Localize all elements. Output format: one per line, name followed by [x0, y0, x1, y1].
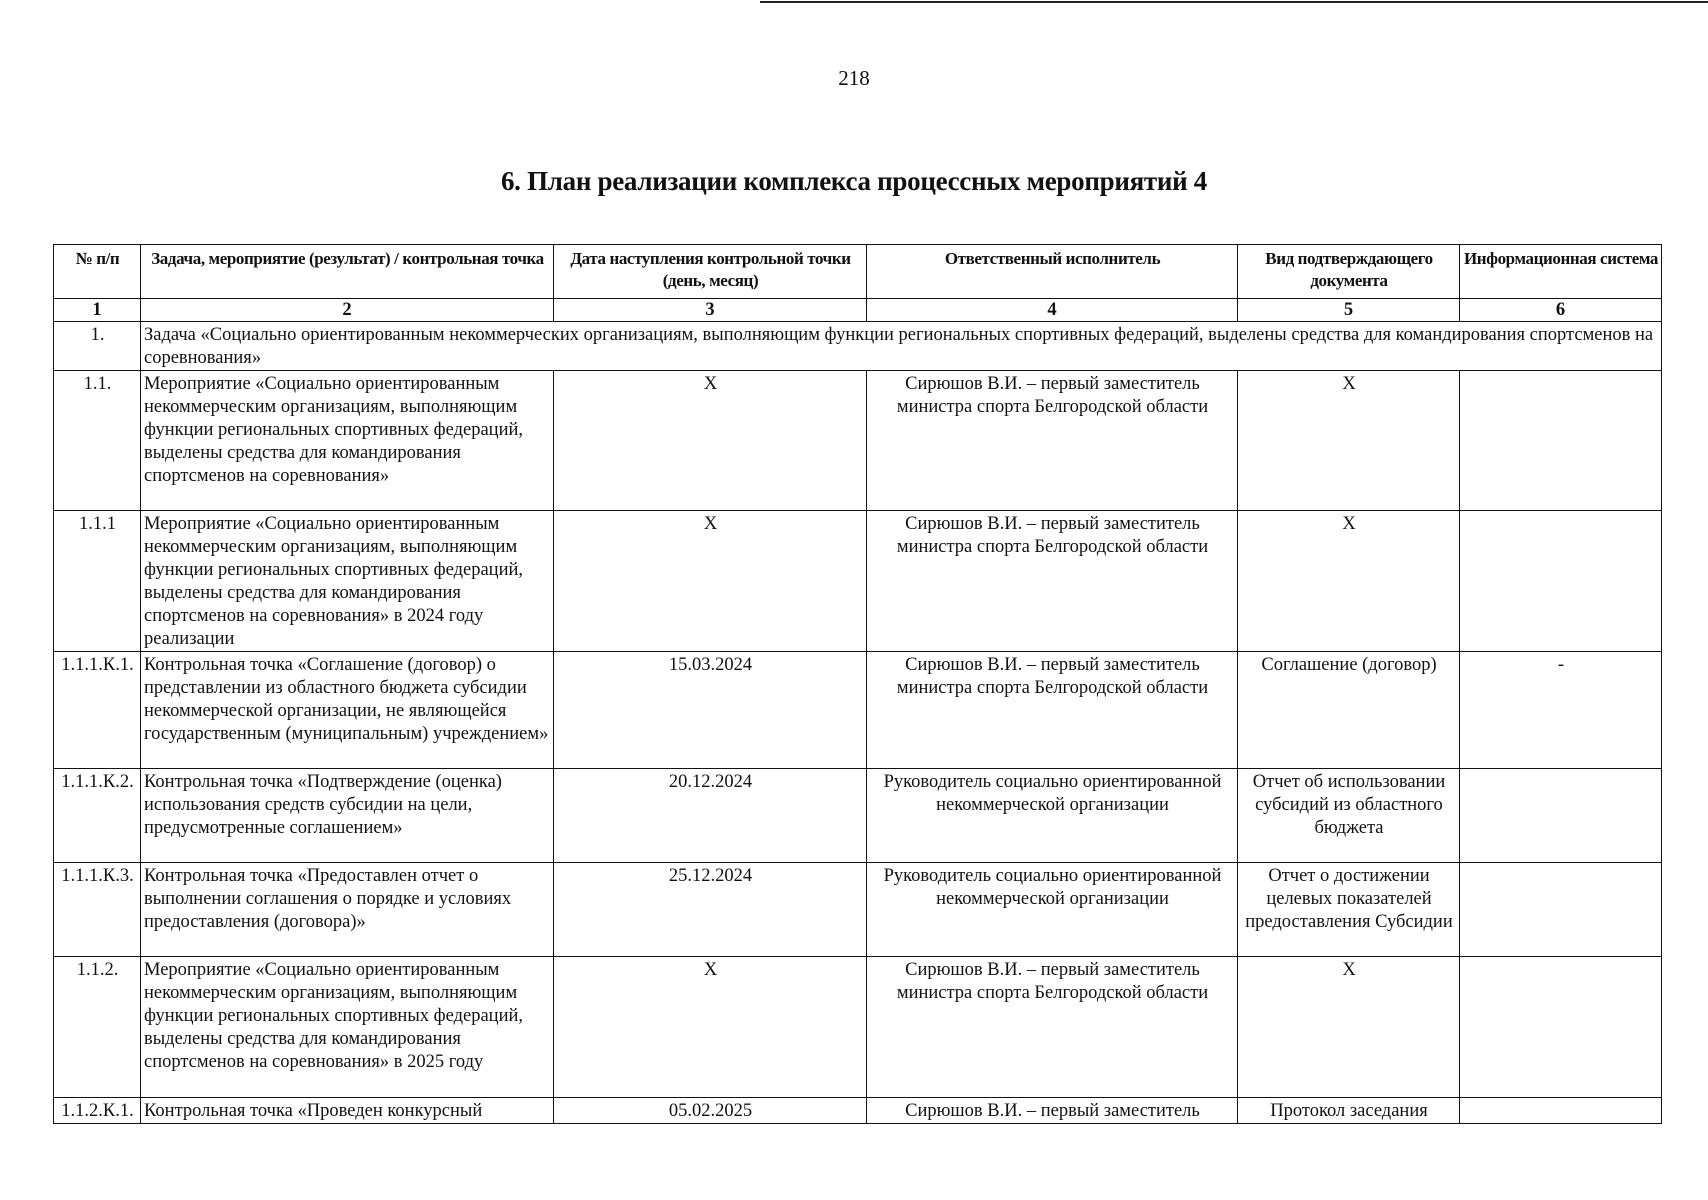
row-executor: Сирюшов В.И. – первый заместитель министра спорта Белгородской области: [867, 957, 1238, 1098]
row-system: [1460, 511, 1662, 652]
row-date: Х: [554, 511, 867, 652]
row-number: 1.1.2.: [54, 957, 141, 1098]
row-number: 1.1.1.К.2.: [54, 769, 141, 863]
row-executor: Руководитель социально ориентированной некоммерческой организации: [867, 863, 1238, 957]
row-date: 20.12.2024: [554, 769, 867, 863]
task-row: [54, 322, 1662, 371]
row-executor: Сирюшов В.И. – первый заместитель: [867, 1098, 1238, 1124]
top-edge-line: [760, 1, 1708, 3]
row-name: Контрольная точка «Проведен конкурсный: [141, 1098, 554, 1124]
column-number: 4: [867, 299, 1238, 322]
table-row: [54, 769, 1662, 863]
row-number: 1.1.: [54, 371, 141, 511]
column-number: 6: [1460, 299, 1662, 322]
row-name: Контрольная точка «Предоставлен отчет о выполнении соглашения о порядке и условиях предоставления (договора)»: [141, 863, 554, 957]
row-date: Х: [554, 371, 867, 511]
row-executor: Сирюшов В.И. – первый заместитель министра спорта Белгородской области: [867, 511, 1238, 652]
row-document: Отчет об использовании субсидий из областного бюджета: [1238, 769, 1460, 863]
row-name: Мероприятие «Социально ориентированным некоммерческим организациям, выполняющим функции региональных спортивных федераций, выделены средства для командирования спортсменов на соревнования»: [141, 371, 554, 511]
table-row: [54, 957, 1662, 1098]
row-number: 1.1.2.К.1.: [54, 1098, 141, 1124]
row-executor: Руководитель социально ориентированной некоммерческой организации: [867, 769, 1238, 863]
row-system: [1460, 1098, 1662, 1124]
plan-table: [53, 244, 1662, 1124]
column-number: 1: [54, 299, 141, 322]
table-row: [54, 511, 1662, 652]
column-number: 3: [554, 299, 867, 322]
row-document: Отчет о достижении целевых показателей предоставления Субсидии: [1238, 863, 1460, 957]
row-date: Х: [554, 957, 867, 1098]
column-number-row: [54, 299, 1662, 322]
row-date: 05.02.2025: [554, 1098, 867, 1124]
row-system: [1460, 371, 1662, 511]
row-document: Х: [1238, 511, 1460, 652]
row-document: Протокол заседания: [1238, 1098, 1460, 1124]
row-document: Х: [1238, 957, 1460, 1098]
row-date: 15.03.2024: [554, 652, 867, 769]
column-number: 2: [141, 299, 554, 322]
header-cell: Задача, мероприятие (результат) / контрольная точка: [141, 245, 554, 299]
header-cell: Ответственный исполнитель: [867, 245, 1238, 299]
table-row: [54, 863, 1662, 957]
row-name: Контрольная точка «Подтверждение (оценка) использования средств субсидии на цели, предусмотренные соглашением»: [141, 769, 554, 863]
row-executor: Сирюшов В.И. – первый заместитель министра спорта Белгородской области: [867, 371, 1238, 511]
header-cell: Информационная система: [1460, 245, 1662, 299]
row-number: 1.1.1: [54, 511, 141, 652]
page-title: 6. План реализации комплекса процессных мероприятий 4: [500, 166, 1208, 196]
row-executor: Сирюшов В.И. – первый заместитель министра спорта Белгородской области: [867, 652, 1238, 769]
row-date: 25.12.2024: [554, 863, 867, 957]
task-text: Задача «Социально ориентированным некоммерческих организациям, выполняющим функции региональных спортивных федераций, выделены средства для командирования спортсменов на соревнования»: [141, 322, 1662, 371]
row-name: Мероприятие «Социально ориентированным некоммерческим организациям, выполняющим функции региональных спортивных федераций, выделены средства для командирования спортсменов на соревнования» в 2025 году: [141, 957, 554, 1098]
row-name: Контрольная точка «Соглашение (договор) о представлении из областного бюджета субсидии некоммерческой организации, не являющейся государственным (муниципальным) учреждением»: [141, 652, 554, 769]
header-cell: Вид подтверждающего документа: [1238, 245, 1460, 299]
column-number: 5: [1238, 299, 1460, 322]
table-row: [54, 1098, 1662, 1124]
row-system: [1460, 957, 1662, 1098]
table-header-row: [54, 245, 1662, 299]
table-row: [54, 371, 1662, 511]
row-number: 1.1.1.К.1.: [54, 652, 141, 769]
row-document: Х: [1238, 371, 1460, 511]
header-cell: Дата наступления контрольной точки (день, месяц): [554, 245, 867, 299]
header-cell: № п/п: [54, 245, 141, 299]
row-system: -: [1460, 652, 1662, 769]
row-system: [1460, 863, 1662, 957]
page-number: 218: [838, 66, 870, 90]
row-name: Мероприятие «Социально ориентированным некоммерческим организациям, выполняющим функции региональных спортивных федераций, выделены средства для командирования спортсменов на соревнования» в 2024 году реализации: [141, 511, 554, 652]
table-row: [54, 652, 1662, 769]
row-number: 1.: [54, 322, 141, 371]
row-number: 1.1.1.К.3.: [54, 863, 141, 957]
row-document: Соглашение (договор): [1238, 652, 1460, 769]
row-system: [1460, 769, 1662, 863]
